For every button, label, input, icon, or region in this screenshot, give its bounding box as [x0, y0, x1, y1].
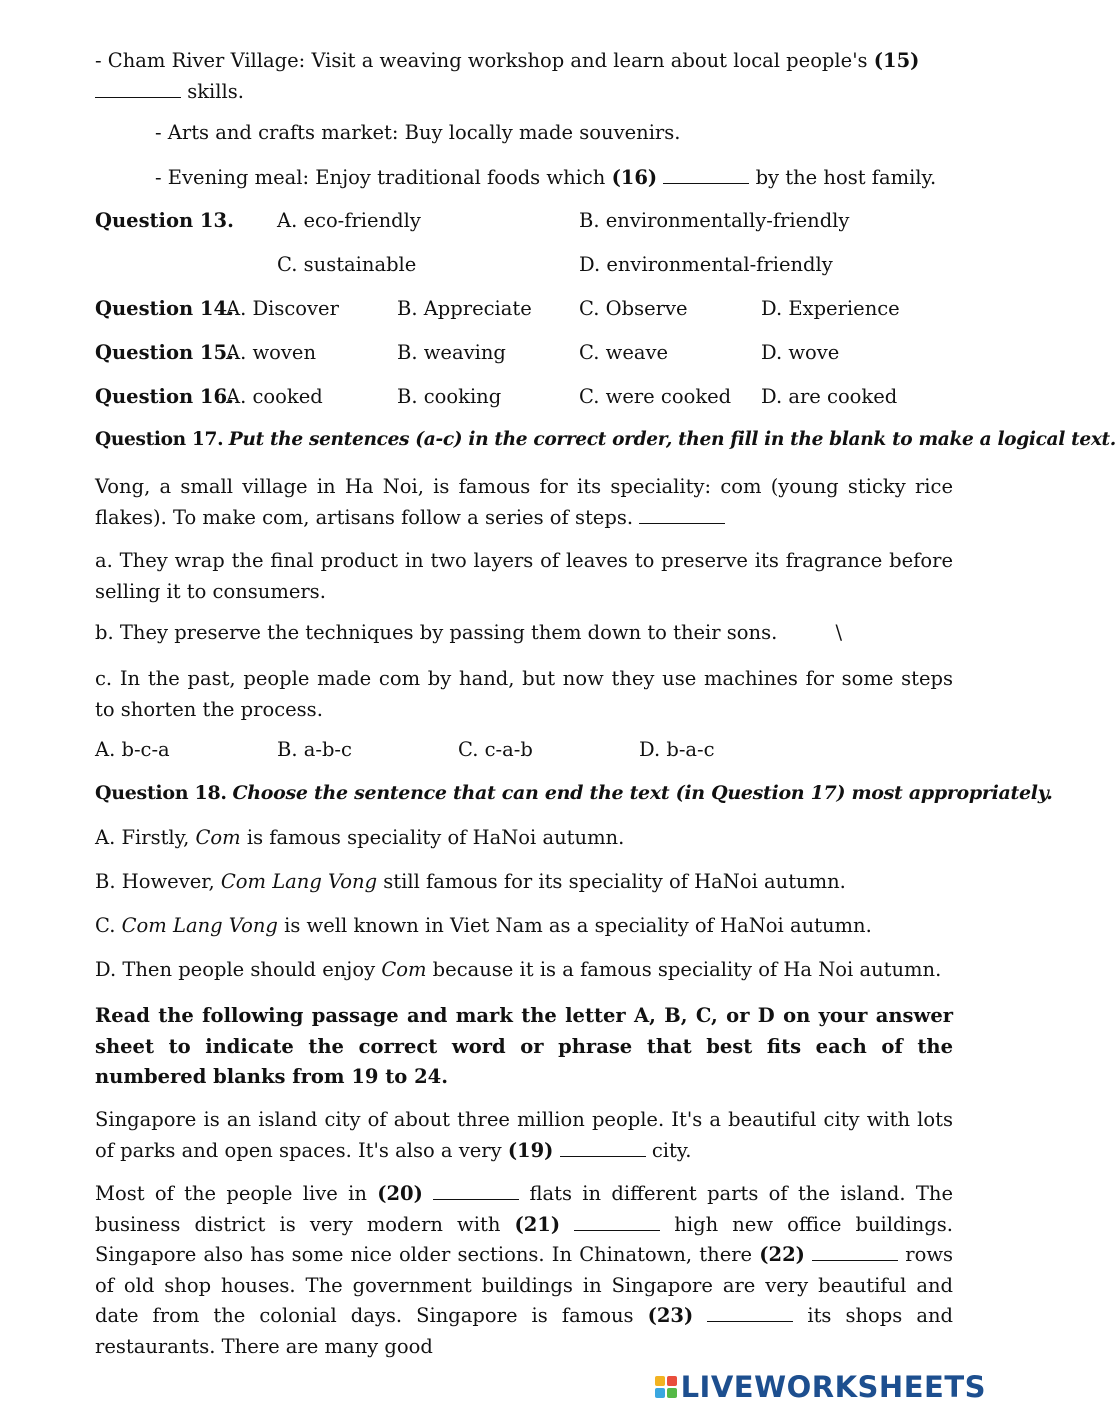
liveworksheets-logo-text: LIVEWORKSHEETS — [680, 1370, 986, 1404]
q17-option-c[interactable]: C. c-a-b — [458, 738, 533, 761]
question-18-instruction: Choose the sentence that can end the text (in Question 17) most appropriately. — [232, 782, 1053, 804]
q13-option-c[interactable]: C. sustainable — [277, 253, 417, 276]
q14-option-b[interactable]: B. Appreciate — [397, 297, 532, 320]
p1-text: Singapore is an island city of about three million people. It's a beautiful city with lots of parks and open spaces. It's also a very — [95, 1108, 953, 1162]
stray-mark: \ — [835, 621, 843, 644]
q18-a-post: is famous speciality of HaNoi autumn. — [246, 826, 625, 849]
passage-paragraph-1 — [95, 1105, 953, 1166]
q13-option-b[interactable]: B. environmentally-friendly — [579, 209, 850, 232]
question-17-header — [95, 429, 1116, 450]
blank-20[interactable] — [433, 1181, 519, 1200]
q17-sentence-b-text: b. They preserve the techniques by passing them down to their sons. — [95, 621, 778, 644]
q15-option-b[interactable]: B. weaving — [397, 341, 506, 364]
q16-option-a[interactable]: A. cooked — [226, 385, 323, 408]
blank-number-15: (15) — [873, 49, 920, 72]
blank-number-20: (20) — [377, 1182, 423, 1205]
blank-number-21: (21) — [514, 1212, 561, 1236]
blank-21[interactable] — [574, 1212, 660, 1231]
p2-seg-3: high new office buildings. Singapore also has some nice older sections. In Chinatown, there — [95, 1212, 953, 1266]
q17-passage: Vong, a small village in Ha Noi, is famous for its speciality: com (young sticky rice flakes). To make com, artisans follow a series of steps. — [95, 475, 953, 529]
p2-seg-1: Most of the people live in — [95, 1182, 367, 1205]
q18-option-d[interactable] — [95, 958, 941, 981]
question-17-label: Question 17. — [95, 429, 224, 450]
blank-22[interactable] — [812, 1242, 898, 1261]
q17-sentence-c: c. In the past, people made com by hand, but now they use machines for some steps to shorten the process. — [95, 667, 953, 721]
q17-option-b[interactable]: B. a-b-c — [277, 738, 352, 761]
q15-option-c[interactable]: C. weave — [579, 341, 669, 364]
q18-c-pre: C. — [95, 914, 116, 937]
q18-d-pre: D. Then people should enjoy — [95, 958, 376, 981]
p1-tail: city. — [651, 1138, 692, 1162]
q15-option-a[interactable]: A. woven — [226, 341, 317, 364]
blank-16[interactable] — [663, 165, 749, 184]
question-14-label: Question 14. — [95, 297, 234, 320]
blank-number-16: (16) — [611, 166, 658, 189]
cham-river-item — [95, 46, 953, 107]
p2-seg-2: flats in different parts of the island. The business district is very modern with — [95, 1182, 953, 1236]
question-18-header — [95, 782, 1053, 804]
blank-number-19: (19) — [507, 1138, 554, 1162]
reading-instruction: Read the following passage and mark the letter A, B, C, or D on your answer sheet to indicate the correct word or phrase that best fits each of the numbered blanks from 19 to 24. — [95, 1004, 953, 1088]
question-18-label: Question 18. — [95, 782, 227, 804]
q13-option-d[interactable]: D. environmental-friendly — [579, 253, 833, 276]
blank-number-22: (22) — [759, 1243, 805, 1266]
question-17-instruction: Put the sentences (a-c) in the correct order, then fill in the blank to make a logical text. — [228, 429, 1116, 450]
cham-river-tail: skills. — [187, 79, 244, 103]
q18-b-pre: B. However, — [95, 870, 215, 893]
question-13-label: Question 13. — [95, 209, 234, 232]
q18-a-pre: A. Firstly, — [95, 826, 190, 849]
passage-paragraph-2 — [95, 1179, 953, 1362]
blank-23[interactable] — [707, 1303, 793, 1322]
q18-c-post: is well known in Viet Nam as a speciality of HaNoi autumn. — [284, 914, 872, 937]
evening-meal-tail: by the host family. — [755, 166, 937, 189]
p2-seg-4: rows of old shop houses. The government buildings in Singapore are very beautiful and date from the colonial days. Singapore is famous — [95, 1243, 954, 1327]
q17-option-d[interactable]: D. b-a-c — [639, 738, 715, 761]
p2-seg-5: its shops and restaurants. There are many good — [95, 1304, 954, 1358]
question-15-label: Question 15. — [95, 341, 234, 364]
q13-option-a[interactable]: A. eco-friendly — [277, 209, 421, 232]
q16-option-c[interactable]: C. were cooked — [579, 385, 732, 408]
q15-option-d[interactable]: D. wove — [761, 341, 840, 364]
q16-option-b[interactable]: B. cooking — [397, 385, 502, 408]
q17-option-a[interactable]: A. b-c-a — [95, 738, 170, 761]
q18-option-b[interactable] — [95, 870, 846, 893]
blank-number-23: (23) — [647, 1304, 694, 1327]
liveworksheets-logo — [655, 1370, 986, 1404]
q16-option-d[interactable]: D. are cooked — [761, 385, 898, 408]
q18-a-italic: Com — [195, 826, 241, 849]
q14-option-c[interactable]: C. Observe — [579, 297, 688, 320]
evening-meal-item — [155, 165, 936, 189]
cham-river-text: - Cham River Village: Visit a weaving workshop and learn about local people's — [95, 49, 868, 72]
q17-sentence-a: a. They wrap the final product in two layers of leaves to preserve its fragrance before selling it to consumers. — [95, 549, 953, 603]
question-16-label: Question 16. — [95, 385, 234, 408]
blank-19[interactable] — [560, 1138, 646, 1157]
q18-b-italic: Com Lang Vong — [220, 870, 378, 893]
q17-sentence-b — [95, 621, 842, 644]
q14-option-d[interactable]: D. Experience — [761, 297, 900, 320]
evening-meal-text: - Evening meal: Enjoy traditional foods which — [155, 166, 606, 189]
q17-blank[interactable] — [639, 505, 725, 524]
blank-15[interactable] — [95, 79, 181, 98]
liveworksheets-logo-icon — [655, 1376, 677, 1398]
q18-d-post: because it is a famous speciality of Ha Noi autumn. — [432, 958, 942, 981]
q18-d-italic: Com — [381, 958, 427, 981]
q14-option-a[interactable]: A. Discover — [226, 297, 339, 320]
q18-b-post: still famous for its speciality of HaNoi autumn. — [383, 870, 846, 893]
q18-option-c[interactable] — [95, 914, 872, 937]
arts-crafts-item: - Arts and crafts market: Buy locally made souvenirs. — [155, 121, 681, 144]
q18-c-italic: Com Lang Vong — [121, 914, 278, 937]
q18-option-a[interactable] — [95, 826, 624, 849]
question-17-text — [95, 472, 953, 533]
